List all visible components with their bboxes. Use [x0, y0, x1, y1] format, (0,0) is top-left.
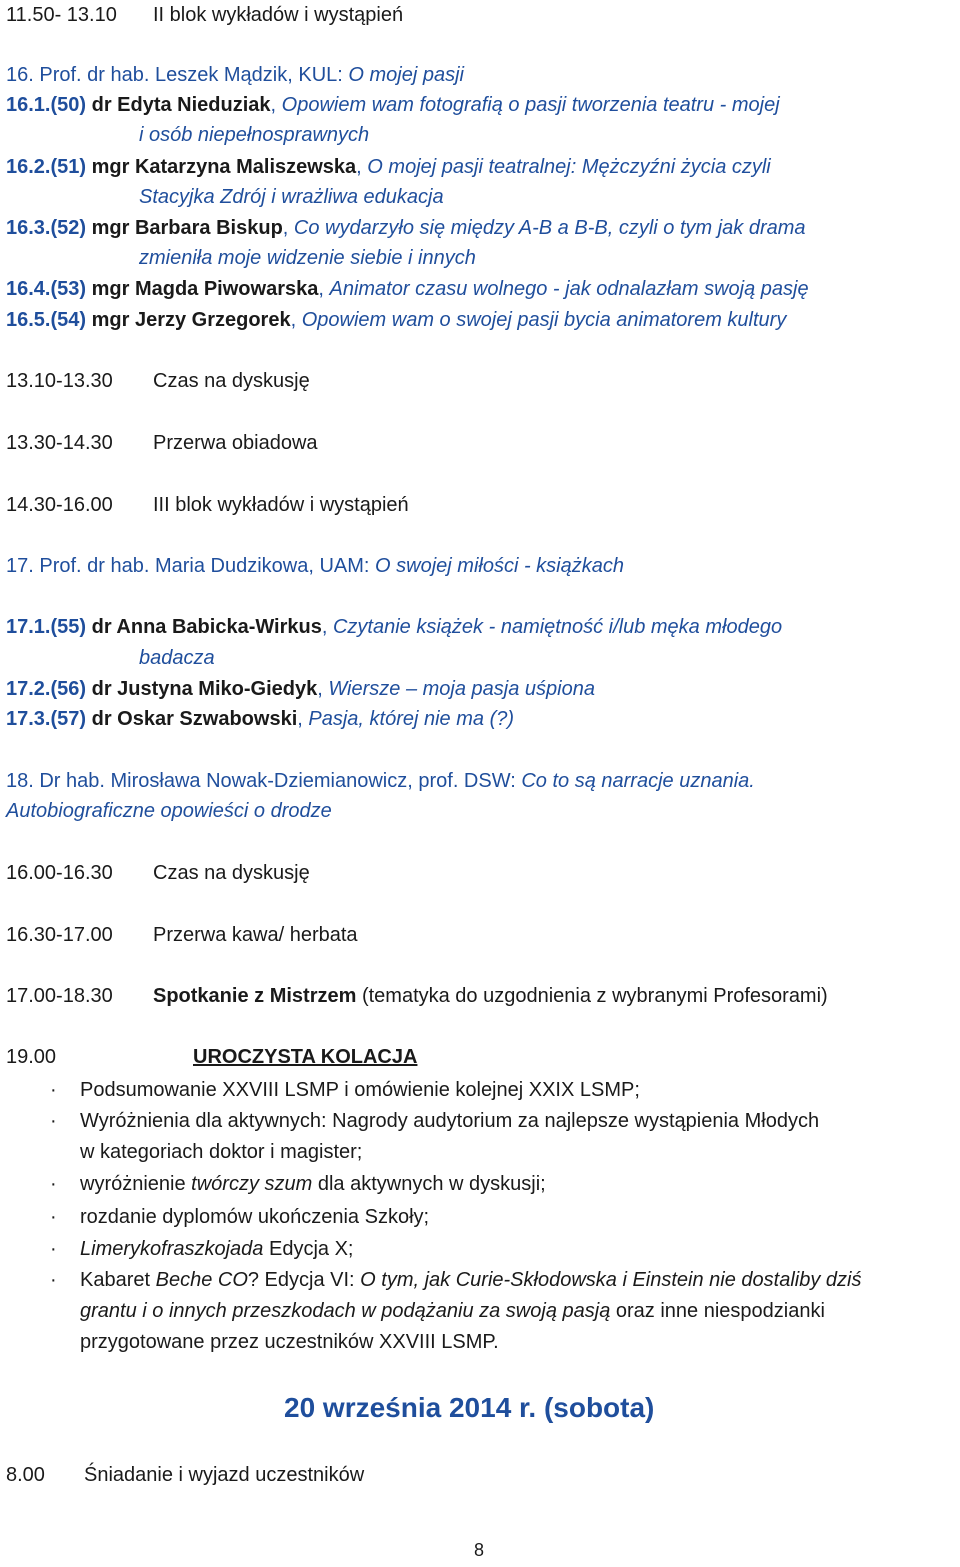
item-title: Czytanie książek - namiętność i/lub męka młodego [332, 616, 783, 638]
item-speaker: dr Justyna Miko-Giedyk [91, 678, 318, 700]
day-heading: 20 września 2014 r. (sobota) [284, 1392, 655, 1423]
session-2-title: II blok wykładów i wystąpień [153, 4, 404, 26]
item-num: 17.3.(57) [6, 708, 92, 730]
schedule-label: Przerwa obiadowa [153, 432, 318, 454]
kolacja-bullet-6 [6, 1265, 956, 1357]
bullet-text-part: wyróżnienie [80, 1173, 192, 1195]
bullet-text-cont: w kategoriach doktor i magister; [80, 1141, 363, 1163]
section-16-heading-title: O mojej pasji [348, 64, 464, 86]
bullet-text-italic: O tym, jak Curie-Skłodowska i Einstein nie dostaliby dziś [360, 1269, 862, 1291]
breakfast-row [6, 1460, 364, 1490]
item-speaker: mgr Jerzy Grzegorek [91, 309, 291, 331]
bullet-text: rozdanie dyplomów ukończenia Szkoły; [80, 1206, 430, 1228]
item-sep: , [290, 309, 302, 331]
item-16-4 [6, 274, 809, 304]
bullet-text [80, 1234, 353, 1264]
bullet-text [80, 1265, 861, 1295]
bullet-icon: · [50, 1079, 57, 1101]
item-speaker: mgr Katarzyna Maliszewska [91, 156, 357, 178]
section-16-heading-num: 16. Prof. dr hab. Leszek Mądzik, KUL: [6, 64, 349, 86]
item-num: 16.1.(50) [6, 94, 92, 116]
schedule-row [6, 920, 358, 950]
kolacja-bullet-3 [6, 1169, 956, 1199]
item-sep: , [317, 678, 329, 700]
mistrz-time: 17.00-18.30 [6, 985, 113, 1007]
kolacja-bullet-4 [6, 1202, 956, 1232]
session-2-time: 11.50- 13.10 [6, 4, 117, 26]
item-speaker: mgr Barbara Biskup [91, 217, 283, 239]
schedule-row [6, 858, 310, 888]
item-title: Co wydarzyło się między A-B a B-B, czyli o tym jak drama [293, 217, 806, 239]
item-title: Opowiem wam o swojej pasji bycia animatorem kultury [301, 309, 787, 331]
item-sep: , [270, 94, 282, 116]
mistrz-row [6, 981, 828, 1011]
item-speaker: dr Anna Babicka-Wirkus [91, 616, 322, 638]
bullet-text-italic: twórczy szum [191, 1173, 313, 1195]
kolacja-time: 19.00 [6, 1046, 57, 1068]
schedule-time: 14.30-16.00 [6, 494, 113, 516]
item-sep: , [282, 217, 294, 239]
kolacja-row [6, 1042, 417, 1072]
item-title: Pasja, której nie ma (?) [308, 708, 515, 730]
section-18-heading-title: Co to są narracje uznania. [521, 770, 755, 792]
item-16-3 [6, 213, 806, 243]
schedule-label: Czas na dyskusję [153, 370, 310, 392]
item-sep: , [321, 616, 333, 638]
bullet-text-italic: grantu i o innych przeszkodach w podążaniu za swoją pasją [80, 1300, 611, 1322]
bullet-icon: · [50, 1269, 57, 1291]
item-sep: , [356, 156, 368, 178]
bullet-text-part: ? Edycja VI: [247, 1269, 361, 1291]
item-title: Opowiem wam fotografią o pasji tworzenia teatru - mojej [281, 94, 780, 116]
item-num: 16.3.(52) [6, 217, 92, 239]
kolacja-title: UROCZYSTA KOLACJA [193, 1046, 418, 1068]
item-title: Animator czasu wolnego - jak odnalazłam swoją pasję [329, 278, 809, 300]
kolacja-bullet-1 [6, 1075, 956, 1105]
schedule-row [6, 428, 318, 458]
item-16-5 [6, 305, 786, 335]
item-title: O mojej pasji teatralnej: Mężczyźni życia czyli [367, 156, 771, 178]
schedule-label: Przerwa kawa/ herbata [153, 924, 358, 946]
kolacja-bullet-5 [6, 1234, 956, 1264]
item-16-2-cont: Stacyjka Zdrój i wrażliwa edukacja [139, 186, 444, 208]
item-16-3-cont: zmieniła moje widzenie siebie i innych [139, 247, 476, 269]
bullet-text-cont [80, 1296, 825, 1326]
bullet-text: Wyróżnienia dla aktywnych: Nagrody audytorium za najlepsze wystąpienia Młodych [80, 1110, 820, 1132]
breakfast-label: Śniadanie i wyjazd uczestników [84, 1464, 365, 1486]
section-16-heading [6, 60, 464, 90]
item-num: 16.4.(53) [6, 278, 92, 300]
bullet-text-part: Edycja X; [263, 1238, 354, 1260]
mistrz-title: Spotkanie z Mistrzem [153, 985, 357, 1007]
bullet-icon: · [50, 1173, 57, 1195]
item-num: 16.2.(51) [6, 156, 92, 178]
bullet-text-part: oraz inne niespodzianki [610, 1300, 825, 1322]
item-num: 16.5.(54) [6, 309, 92, 331]
bullet-icon: · [50, 1238, 57, 1260]
schedule-row [6, 366, 310, 396]
schedule-row [6, 490, 409, 520]
bullet-text [80, 1169, 546, 1199]
bullet-text-part: Kabaret [80, 1269, 156, 1291]
bullet-text: Podsumowanie XXVIII LSMP i omówienie kolejnej XXIX LSMP; [80, 1079, 640, 1101]
schedule-time: 13.30-14.30 [6, 432, 113, 454]
item-sep: , [297, 708, 309, 730]
bullet-icon: · [50, 1206, 57, 1228]
item-17-1 [6, 612, 782, 642]
item-num: 17.1.(55) [6, 616, 92, 638]
item-16-1-cont: i osób niepełnosprawnych [139, 124, 370, 146]
schedule-label: Czas na dyskusję [153, 862, 310, 884]
section-17-heading-title: O swojej miłości - książkach [375, 555, 624, 577]
section-17-heading [6, 551, 624, 581]
section-18-heading-num: 18. Dr hab. Mirosława Nowak-Dziemianowicz, prof. DSW: [6, 770, 522, 792]
section-18-heading-cont: Autobiograficzne opowieści o drodze [6, 800, 332, 822]
page-number: 8 [474, 1540, 485, 1560]
item-title: Wiersze – moja pasja uśpiona [328, 678, 595, 700]
item-sep: , [318, 278, 330, 300]
bullet-text-italic: Limerykofraszkojada [80, 1238, 264, 1260]
breakfast-time: 8.00 [6, 1464, 45, 1486]
bullet-icon: · [50, 1110, 57, 1132]
bullet-text-part: dla aktywnych w dyskusji; [312, 1173, 546, 1195]
item-num: 17.2.(56) [6, 678, 92, 700]
item-speaker: dr Edyta Nieduziak [91, 94, 271, 116]
schedule-time: 16.00-16.30 [6, 862, 113, 884]
schedule-label: III blok wykładów i wystąpień [153, 494, 409, 516]
bullet-text-cont: przygotowane przez uczestników XXVIII LSMP. [80, 1331, 499, 1353]
mistrz-note: (tematyka do uzgodnienia z wybranymi Profesorami) [356, 985, 828, 1007]
session-2-line [6, 0, 403, 30]
item-speaker: dr Oskar Szwabowski [91, 708, 298, 730]
section-18-heading [6, 766, 755, 796]
kolacja-bullet-2 [6, 1106, 956, 1168]
item-16-1 [6, 90, 780, 120]
bullet-text-italic: Beche CO [155, 1269, 248, 1291]
schedule-time: 16.30-17.00 [6, 924, 113, 946]
item-17-2 [6, 674, 595, 704]
section-17-heading-num: 17. Prof. dr hab. Maria Dudzikowa, UAM: [6, 555, 376, 577]
item-speaker: mgr Magda Piwowarska [91, 278, 319, 300]
schedule-time: 13.10-13.30 [6, 370, 113, 392]
item-16-2 [6, 152, 771, 182]
item-17-3 [6, 704, 514, 734]
item-17-1-cont: badacza [139, 647, 215, 669]
